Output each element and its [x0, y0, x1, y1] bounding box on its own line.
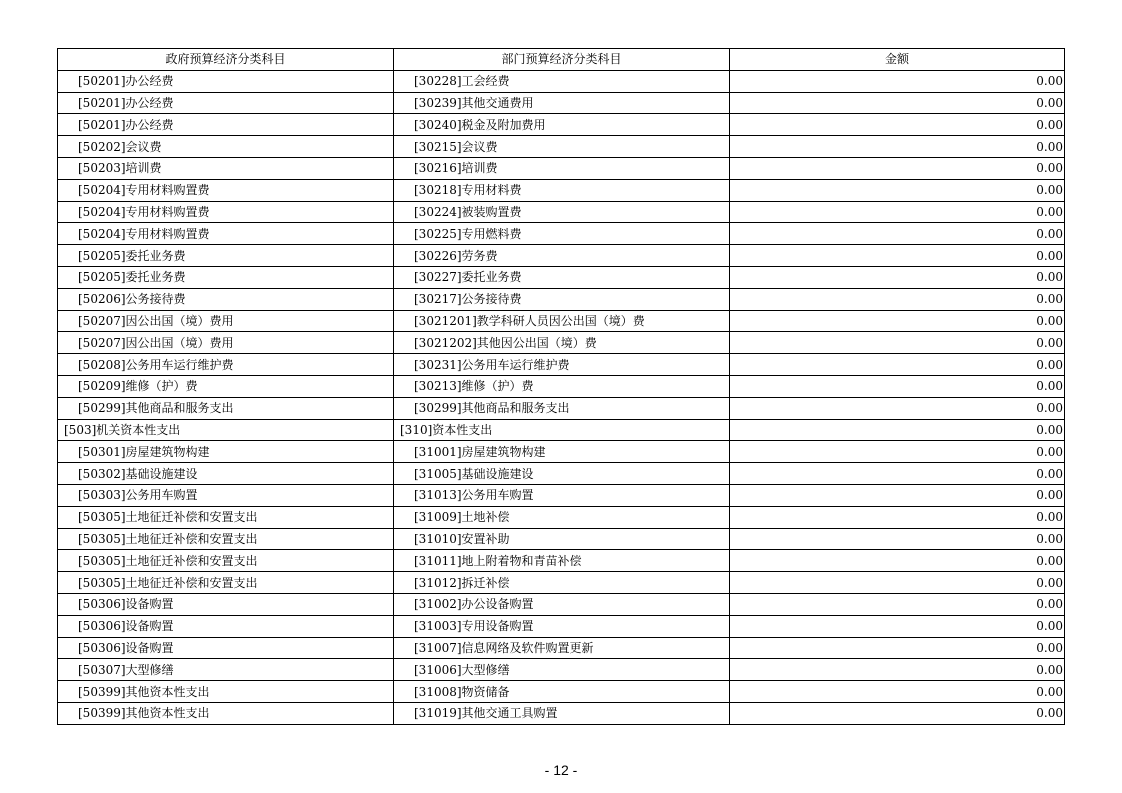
- dept-category-cell: [31007]信息网络及软件购置更新: [394, 637, 730, 659]
- table-row: [58, 245, 1065, 267]
- dept-category-cell: [30227]委托业务费: [394, 266, 730, 288]
- dept-category-cell: [31006]大型修缮: [394, 659, 730, 681]
- amount-cell: 0.00: [730, 179, 1065, 201]
- table-row: [58, 288, 1065, 310]
- table-row: [58, 157, 1065, 179]
- header-amount: 金额: [730, 49, 1065, 71]
- amount-cell: 0.00: [730, 375, 1065, 397]
- gov-category-cell: [50301]房屋建筑物构建: [58, 441, 394, 463]
- gov-category-cell: [50201]办公经费: [58, 114, 394, 136]
- table-row: [58, 484, 1065, 506]
- table-row: [58, 201, 1065, 223]
- amount-cell: 0.00: [730, 92, 1065, 114]
- amount-cell: 0.00: [730, 550, 1065, 572]
- table-row: [58, 681, 1065, 703]
- gov-category-cell: [50303]公务用车购置: [58, 484, 394, 506]
- dept-category-cell: [30217]公务接待费: [394, 288, 730, 310]
- dept-category-cell: [30224]被装购置费: [394, 201, 730, 223]
- amount-cell: 0.00: [730, 332, 1065, 354]
- dept-category-cell: [3021202]其他因公出国（境）费: [394, 332, 730, 354]
- gov-category-cell: [50305]土地征迁补偿和安置支出: [58, 550, 394, 572]
- amount-cell: 0.00: [730, 245, 1065, 267]
- amount-cell: 0.00: [730, 593, 1065, 615]
- gov-category-cell: [50306]设备购置: [58, 593, 394, 615]
- gov-category-cell: [50204]专用材料购置费: [58, 179, 394, 201]
- dept-category-cell: [31009]土地补偿: [394, 506, 730, 528]
- amount-cell: 0.00: [730, 463, 1065, 485]
- amount-cell: 0.00: [730, 288, 1065, 310]
- amount-cell: 0.00: [730, 310, 1065, 332]
- table-row: [58, 179, 1065, 201]
- gov-category-cell: [50305]土地征迁补偿和安置支出: [58, 572, 394, 594]
- dept-category-cell: [31003]专用设备购置: [394, 615, 730, 637]
- dept-category-cell: [30226]劳务费: [394, 245, 730, 267]
- table-row: [58, 266, 1065, 288]
- table-row: [58, 397, 1065, 419]
- table-row: [58, 375, 1065, 397]
- gov-category-cell: [50305]土地征迁补偿和安置支出: [58, 528, 394, 550]
- table-row: [58, 637, 1065, 659]
- gov-category-cell: [50306]设备购置: [58, 637, 394, 659]
- amount-cell: 0.00: [730, 157, 1065, 179]
- dept-category-cell: [31019]其他交通工具购置: [394, 702, 730, 724]
- gov-category-cell: [50207]因公出国（境）费用: [58, 310, 394, 332]
- dept-category-cell: [3021201]教学科研人员因公出国（境）费: [394, 310, 730, 332]
- table-row: [58, 92, 1065, 114]
- amount-cell: 0.00: [730, 615, 1065, 637]
- amount-cell: 0.00: [730, 114, 1065, 136]
- dept-category-cell: [310]资本性支出: [394, 419, 730, 441]
- gov-category-cell: [50206]公务接待费: [58, 288, 394, 310]
- gov-category-cell: [50201]办公经费: [58, 92, 394, 114]
- table-row: [58, 70, 1065, 92]
- amount-cell: 0.00: [730, 506, 1065, 528]
- gov-category-cell: [50299]其他商品和服务支出: [58, 397, 394, 419]
- amount-cell: 0.00: [730, 223, 1065, 245]
- amount-cell: 0.00: [730, 70, 1065, 92]
- amount-cell: 0.00: [730, 528, 1065, 550]
- gov-category-cell: [50202]会议费: [58, 136, 394, 158]
- table-row: [58, 310, 1065, 332]
- dept-category-cell: [31012]拆迁补偿: [394, 572, 730, 594]
- dept-category-cell: [30218]专用材料费: [394, 179, 730, 201]
- amount-cell: 0.00: [730, 484, 1065, 506]
- amount-cell: 0.00: [730, 572, 1065, 594]
- dept-category-cell: [31011]地上附着物和青苗补偿: [394, 550, 730, 572]
- page-number: - 12 -: [544, 762, 578, 778]
- dept-category-cell: [31005]基础设施建设: [394, 463, 730, 485]
- gov-category-cell: [50306]设备购置: [58, 615, 394, 637]
- table-row: [58, 615, 1065, 637]
- dept-category-cell: [31001]房屋建筑物构建: [394, 441, 730, 463]
- table-body: [58, 70, 1065, 724]
- amount-cell: 0.00: [730, 266, 1065, 288]
- table-row: [58, 528, 1065, 550]
- dept-category-cell: [31002]办公设备购置: [394, 593, 730, 615]
- gov-category-cell: [50307]大型修缮: [58, 659, 394, 681]
- amount-cell: 0.00: [730, 441, 1065, 463]
- table-row: [58, 419, 1065, 441]
- amount-cell: 0.00: [730, 637, 1065, 659]
- dept-category-cell: [31013]公务用车购置: [394, 484, 730, 506]
- amount-cell: 0.00: [730, 354, 1065, 376]
- amount-cell: 0.00: [730, 659, 1065, 681]
- table-header-row: [58, 49, 1065, 71]
- table-row: [58, 463, 1065, 485]
- amount-cell: 0.00: [730, 201, 1065, 223]
- table-row: [58, 702, 1065, 724]
- amount-cell: 0.00: [730, 397, 1065, 419]
- dept-category-cell: [30239]其他交通费用: [394, 92, 730, 114]
- gov-category-cell: [50399]其他资本性支出: [58, 702, 394, 724]
- table-row: [58, 659, 1065, 681]
- table-row: [58, 136, 1065, 158]
- dept-category-cell: [30231]公务用车运行维护费: [394, 354, 730, 376]
- gov-category-cell: [50207]因公出国（境）费用: [58, 332, 394, 354]
- header-dept-category: 部门预算经济分类科目: [394, 49, 730, 71]
- header-gov-category: 政府预算经济分类科目: [58, 49, 394, 71]
- table-row: [58, 354, 1065, 376]
- table-row: [58, 593, 1065, 615]
- gov-category-cell: [50205]委托业务费: [58, 266, 394, 288]
- table-row: [58, 114, 1065, 136]
- gov-category-cell: [50208]公务用车运行维护费: [58, 354, 394, 376]
- dept-category-cell: [31008]物资储备: [394, 681, 730, 703]
- gov-category-cell: [50203]培训费: [58, 157, 394, 179]
- dept-category-cell: [30215]会议费: [394, 136, 730, 158]
- gov-category-cell: [50305]土地征迁补偿和安置支出: [58, 506, 394, 528]
- table-row: [58, 506, 1065, 528]
- gov-category-cell: [50302]基础设施建设: [58, 463, 394, 485]
- table-row: [58, 223, 1065, 245]
- dept-category-cell: [30225]专用燃料费: [394, 223, 730, 245]
- gov-category-cell: [50205]委托业务费: [58, 245, 394, 267]
- dept-category-cell: [30228]工会经费: [394, 70, 730, 92]
- amount-cell: 0.00: [730, 136, 1065, 158]
- dept-category-cell: [30240]税金及附加费用: [394, 114, 730, 136]
- gov-category-cell: [50204]专用材料购置费: [58, 223, 394, 245]
- dept-category-cell: [30216]培训费: [394, 157, 730, 179]
- amount-cell: 0.00: [730, 419, 1065, 441]
- dept-category-cell: [31010]安置补助: [394, 528, 730, 550]
- gov-category-cell: [50399]其他资本性支出: [58, 681, 394, 703]
- table-row: [58, 550, 1065, 572]
- dept-category-cell: [30299]其他商品和服务支出: [394, 397, 730, 419]
- table-row: [58, 332, 1065, 354]
- table-row: [58, 441, 1065, 463]
- gov-category-cell: [50204]专用材料购置费: [58, 201, 394, 223]
- gov-category-cell: [50209]维修（护）费: [58, 375, 394, 397]
- budget-table: [57, 48, 1065, 725]
- gov-category-cell: [503]机关资本性支出: [58, 419, 394, 441]
- dept-category-cell: [30213]维修（护）费: [394, 375, 730, 397]
- gov-category-cell: [50201]办公经费: [58, 70, 394, 92]
- amount-cell: 0.00: [730, 702, 1065, 724]
- table-row: [58, 572, 1065, 594]
- amount-cell: 0.00: [730, 681, 1065, 703]
